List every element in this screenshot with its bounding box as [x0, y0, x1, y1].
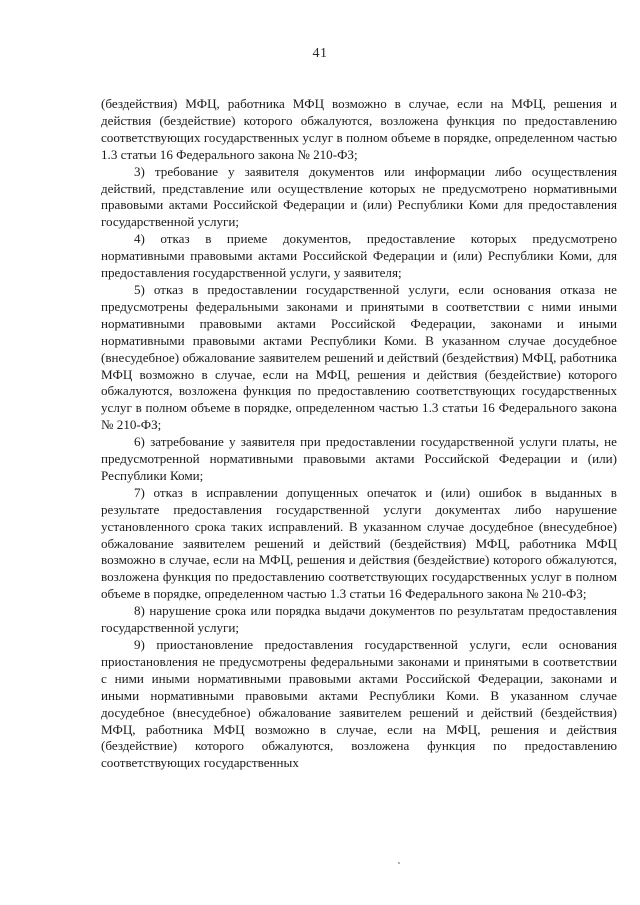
- paragraph-item-3: 3) требование у заявителя документов или информации либо осуществления действий, представление или осуществление которых не предусмотрено нормативными правовыми актами Российской Федерации и (или) Республики Коми для предоставления государственной услуги;: [101, 163, 617, 230]
- page-number: 41: [312, 46, 328, 61]
- paragraph-item-5: 5) отказ в предоставлении государственной услуги, если основания отказа не предусмотрены федеральными законами и принятыми в соответствии с ними иными нормативными правовыми актами Российской Федерации, законами и иными нормативными правовыми актами Республики Коми. В указанном случае досудебное (внесудебное) обжалование заявителем решений и действий (бездействия) МФЦ, работника МФЦ возможно в случае, если на МФЦ, решения и действия (бездействие) которого обжалуются, возложена функция по предоставлению соответствующих государственных услуг в полном объеме в порядке, определенном частью 1.3 статьи 16 Федерального закона № 210-ФЗ;: [101, 281, 617, 433]
- paragraph-item-9: 9) приостановление предоставления государственной услуги, если основания приостановления не предусмотрены федеральными законами и принятыми в соответствии с ними иными нормативными правовыми актами Российской Федерации, законами и иными нормативными правовыми актами Республики Коми. В указанном случае досудебное (внесудебное) обжалование заявителем решений и действий (бездействия) МФЦ, работника МФЦ возможно в случае, если на МФЦ, решения и действия (бездействие) которого обжалуются, возложена функция по предоставлению соответствующих государственных: [101, 637, 617, 771]
- scan-artifact-dot: [398, 862, 400, 864]
- paragraph-item-7: 7) отказ в исправлении допущенных опечаток и (или) ошибок в выданных в результате предоставления государственной услуги документах либо нарушение установленного срока таких исправлений. В указанном случае досудебное (внесудебное) обжалование заявителем решений и действий (бездействия) МФЦ, работника МФЦ возможно в случае, если на МФЦ, решения и действия (бездействие) которого обжалуются, возложена функция по предоставлению соответствующих государственных услуг в полном объеме в порядке, определенном частью 1.3 статьи 16 Федерального закона № 210-ФЗ;: [101, 484, 617, 602]
- paragraph-item-6: 6) затребование у заявителя при предоставлении государственной услуги платы, не предусмотренной нормативными правовыми актами Российской Федерации и (или) Республики Коми;: [101, 434, 617, 483]
- paragraph-item-4: 4) отказ в приеме документов, предоставление которых предусмотрено нормативными правовыми актами Российской Федерации и (или) Республики Коми, для предоставления государственной услуги, у заявителя;: [101, 231, 617, 281]
- paragraph-continuation: (бездействия) МФЦ, работника МФЦ возможно в случае, если на МФЦ, решения и действия (бездействие) которого обжалуются, возложена функция по предоставлению соответствующих государственных услуг в полном объеме в порядке, определенном частью 1.3 статьи 16 Федерального закона № 210-ФЗ;: [101, 96, 617, 162]
- body-text: [101, 96, 617, 772]
- paragraph-item-8: 8) нарушение срока или порядка выдачи документов по результатам предоставления государственной услуги;: [101, 603, 617, 636]
